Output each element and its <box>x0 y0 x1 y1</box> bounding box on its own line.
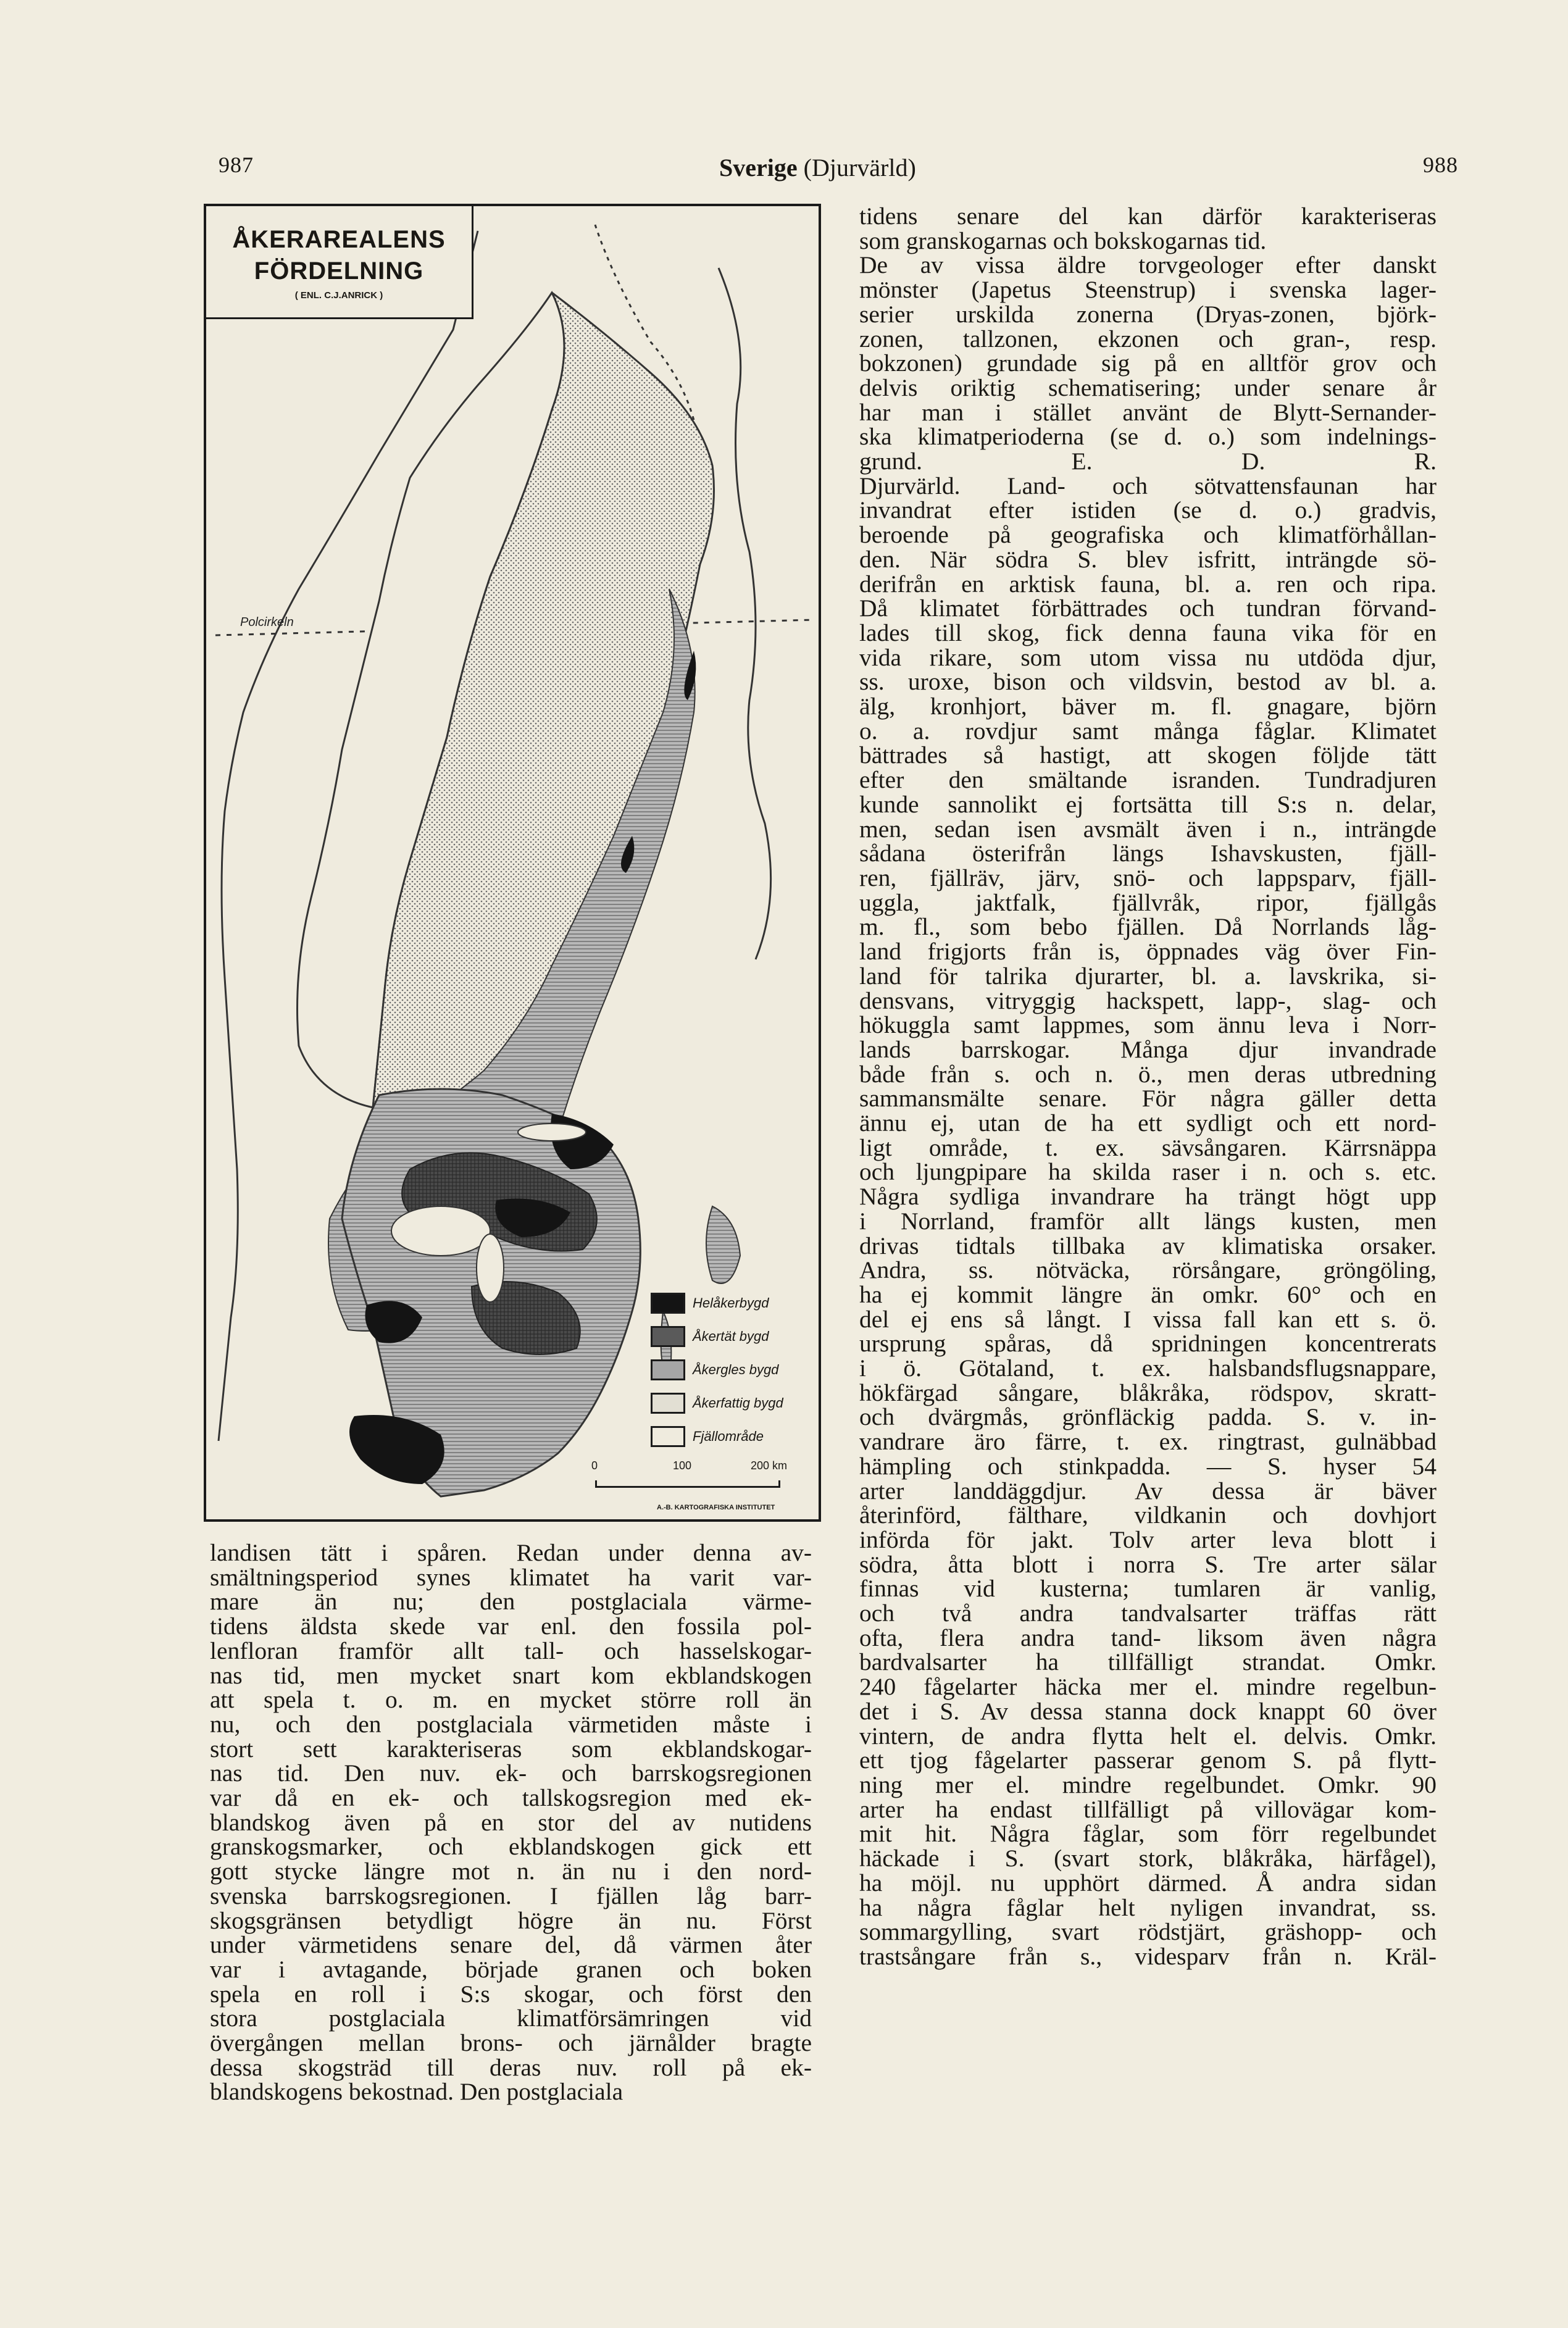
text-line: svenska barrskogsregionen. I fjällen låg barr- <box>210 1882 812 1909</box>
text-line: land frigjorts från is, öppnades väg över Fin- <box>859 938 1437 966</box>
legend-item <box>651 1320 783 1353</box>
text-line: och dvärgmås, grönfläckig padda. S. v. in- <box>859 1403 1437 1431</box>
text-line: och två andra tandvalsarter träffas rätt <box>859 1600 1437 1627</box>
text-line: sådana österifrån längs Ishavskusten, fjäll- <box>859 840 1437 867</box>
text-line: mönster (Japetus Steenstrup) i svenska lager- <box>859 276 1437 304</box>
legend-label: Fjällområde <box>693 1429 764 1444</box>
scale-bar <box>589 1459 805 1496</box>
text-line: mare än nu; den postglaciala värme- <box>210 1588 812 1616</box>
text-line: ning mer el. mindre regelbundet. Omkr. 90 <box>859 1771 1437 1798</box>
map-credit: ( ENL. C.J.ANRICK ) <box>294 290 383 301</box>
text-line: den. När södra S. blev isfritt, inträngde sö- <box>859 545 1437 573</box>
text-line: land för talrika djurarter, bl. a. lavskrika, si- <box>859 962 1437 990</box>
text-line: ss. uroxe, bison och vildsvin, bestod av bl. a. <box>859 668 1437 696</box>
polcirkeln-label: Polcirkeln <box>240 615 294 629</box>
legend-swatch <box>651 1426 685 1447</box>
text-line: 240 fågelarter häcka mer el. mindre regelbun- <box>859 1673 1437 1701</box>
text-line: införda för jakt. Tolv arter leva blott i <box>859 1525 1437 1553</box>
text-line: o. a. rovdjur samt många fåglar. Klimatet <box>859 717 1437 745</box>
text-line: derifrån en arktisk fauna, bl. a. ren och ripa. <box>859 570 1437 598</box>
text-line: övergången mellan brons- och järnålder bragte <box>210 2029 812 2057</box>
text-line: ha ej kommit längre än omkr. 60° och en <box>859 1280 1437 1308</box>
map-figure <box>204 204 821 1522</box>
map-title-box <box>206 206 473 319</box>
legend-label: Åkertät bygd <box>693 1329 769 1344</box>
text-line: serier urskilda zonerna (Dryas-zonen, björk- <box>859 300 1437 328</box>
text-line: tidens äldsta skede var enl. den fossila pol- <box>210 1612 812 1640</box>
text-line: uggla, jaktfalk, fjällvråk, ripor, fjällgås <box>859 888 1437 916</box>
text-line: bokzonen) grundade sig på en alltför grov och <box>859 349 1437 377</box>
text-line: ligt område, t. ex. sävsångaren. Kärrsnäppa <box>859 1133 1437 1161</box>
text-line: stort sett karakteriseras som ekblandskogar- <box>210 1735 812 1763</box>
lake-vattern <box>477 1234 504 1302</box>
text-line: och ljungpipare ha skilda raser i n. och s. etc. <box>859 1158 1437 1186</box>
legend-item <box>651 1420 783 1453</box>
text-line: ska klimatperioderna (se d. o.) som indelnings- <box>859 423 1437 451</box>
running-head <box>719 153 916 182</box>
text-line: Några sydliga invandrare ha trängt högt upp <box>859 1183 1437 1211</box>
text-line: hämpling och stinkpadda. — S. hyser 54 <box>859 1452 1437 1480</box>
legend-swatch <box>651 1359 685 1380</box>
text-line: invandrat efter istiden (se d. o.) gradvis, <box>859 496 1437 524</box>
text-line: zonen, tallzonen, ekzonen och gran-, resp. <box>859 325 1437 353</box>
text-line: ha några fåglar helt nyligen invandrat, ss. <box>859 1893 1437 1921</box>
text-line: Andra, ss. nötväcka, rörsångare, gröngöling, <box>859 1256 1437 1284</box>
text-line: nas tid, men mycket snart kom ekblandskogen <box>210 1661 812 1689</box>
running-head-rest: (Djurvärld) <box>797 154 916 181</box>
legend-label: Åkergles bygd <box>693 1362 779 1377</box>
text-line: delvis oriktig schematisering; under senare år <box>859 373 1437 401</box>
lake-vanern <box>391 1206 490 1256</box>
text-line: bättrades så hastigt, att skogen följde tätt <box>859 741 1437 769</box>
text-line: finnas vid kusterna; tumlaren är vanlig, <box>859 1575 1437 1603</box>
text-line: lenfloran framför allt tall- och hasselskogar- <box>210 1637 812 1664</box>
scale-line <box>595 1480 780 1488</box>
legend-item <box>651 1353 783 1387</box>
text-line: tidens senare del kan därför karakteriseras <box>859 202 1437 230</box>
scale-label-mid: 100 <box>673 1459 692 1472</box>
text-line: lands barrskogar. Många djur invandrade <box>859 1035 1437 1063</box>
text-line: landisen tätt i spåren. Redan under denna av- <box>210 1539 812 1566</box>
text-line: att spela t. o. m. en mycket större roll än <box>210 1686 812 1714</box>
text-line: återinförd, fälthare, vildkanin och dovhjort <box>859 1501 1437 1529</box>
text-line: vintern, de andra flytta helt el. delvis. Omkr. <box>859 1722 1437 1750</box>
text-line: i Norrland, framför allt längs kusten, men <box>859 1207 1437 1235</box>
text-line: ha möjl. nu upphört därmed. Å andra sidan <box>859 1869 1437 1896</box>
text-line: lades till skog, fick denna fauna vika för en <box>859 619 1437 646</box>
text-line: drivas tidtals tillbaka av klimatiska orsaker. <box>859 1232 1437 1259</box>
text-line: bardvalsarter ha tillfälligt strandat. Omkr. <box>859 1648 1437 1676</box>
text-line: sommargylling, svart rödstjärt, gräshopp- och <box>859 1918 1437 1946</box>
text-line: blandskogens bekostnad. Den postglaciala <box>210 2078 623 2106</box>
legend-swatch <box>651 1293 685 1314</box>
right-text-column <box>859 204 1437 1969</box>
text-line: del ej ens så långt. I vissa fall kan ett s. ö. <box>859 1305 1437 1333</box>
text-line: häckade i S. (svart stork, blåkråka, härfågel), <box>859 1845 1437 1872</box>
text-line: i ö. Götaland, t. ex. halsbandsflugsnappare, <box>859 1354 1437 1382</box>
text-line: spela en roll i S:s skogar, och först den <box>210 1980 812 2008</box>
text-line: arter landdäggdjur. Av dessa är bäver <box>859 1477 1437 1504</box>
map-title-line2: FÖRDELNING <box>254 257 424 285</box>
text-line: både från s. och n. ö., men deras utbredning <box>859 1060 1437 1088</box>
text-line: som granskogarnas och bokskogarnas tid. <box>859 227 1267 254</box>
text-line: älg, kronhjort, bäver m. fl. gnagare, björn <box>859 693 1437 720</box>
lake-malaren <box>518 1124 586 1141</box>
text-line: kunde sannolikt ej fortsätta till S:s n. delar, <box>859 790 1437 818</box>
legend-label: Helåkerbygd <box>693 1295 769 1311</box>
running-head-bold: Sverige <box>719 154 798 181</box>
text-line: smältningsperiod synes klimatet ha varit var- <box>210 1563 812 1591</box>
text-line: under värmetidens senare del, då värmen åter <box>210 1931 812 1959</box>
text-line: mit hit. Några fåglar, som förr regelbundet <box>859 1820 1437 1848</box>
text-line: ursprung spåras, då spridningen koncentrerats <box>859 1330 1437 1358</box>
legend-item <box>651 1287 783 1320</box>
text-line: granskogsmarker, och ekblandskogen gick ett <box>210 1833 812 1861</box>
text-line: ren, fjällräv, järv, snö- och lappsparv, fjäll- <box>859 864 1437 891</box>
legend-label: Åkerfattig bygd <box>693 1395 783 1411</box>
text-line: sammansmälte senare. För några gäller detta <box>859 1085 1437 1112</box>
text-line: densvans, vitryggig hackspett, lapp-, slag- och <box>859 987 1437 1014</box>
text-line: var då en ek- och tallskogsregion med ek- <box>210 1784 812 1812</box>
text-line: De av vissa äldre torvgeologer efter danskt <box>859 251 1437 279</box>
text-line: hökuggla samt lappmes, som ännu leva i Norr- <box>859 1011 1437 1039</box>
text-line: nu, och den postglaciala värmetiden måste i <box>210 1710 812 1738</box>
text-line: Då klimatet förbättrades och tundran förvand- <box>859 595 1437 622</box>
gotland <box>706 1206 740 1283</box>
page-number-left: 987 <box>219 152 254 177</box>
legend-swatch <box>651 1393 685 1414</box>
text-line: var i avtagande, började granen och boken <box>210 1955 812 1983</box>
scale-label-end: 200 km <box>751 1459 788 1472</box>
scale-label-zero: 0 <box>591 1459 598 1472</box>
text-line: Djurvärld. Land- och sötvattensfaunan har <box>859 472 1437 499</box>
left-text-column <box>210 1541 812 2105</box>
text-line: det i S. Av dessa stanna dock knappt 60 över <box>859 1697 1437 1725</box>
text-line: arter ha endast tillfälligt på villovägar kom- <box>859 1795 1437 1823</box>
page-number-right: 988 <box>1423 152 1458 177</box>
text-line: hökfärgad sångare, blåkråka, rödspov, skratt- <box>859 1379 1437 1406</box>
text-line: vandrare äro färre, t. ex. ringtrast, gulnäbbad <box>859 1428 1437 1456</box>
text-line: men, sedan isen avsmält även i n., inträngde <box>859 815 1437 843</box>
text-line: dessa skogsträd till deras nuv. roll på ek- <box>210 2053 812 2081</box>
map-legend <box>651 1287 783 1453</box>
legend-swatch <box>651 1326 685 1347</box>
text-line: södra, åtta blott i norra S. Tre arter sälar <box>859 1550 1437 1578</box>
legend-item <box>651 1387 783 1420</box>
text-line: beroende på geografiska och klimatförhållan- <box>859 521 1437 549</box>
text-line: trastsångare från s., videsparv från n. Kräl- <box>859 1942 1437 1970</box>
text-line: gott stycke längre mot n. än nu i den nord- <box>210 1858 812 1885</box>
text-line: vida rikare, som utom vissa nu utdöda djur, <box>859 643 1437 671</box>
map-title-line1: ÅKERAREALENS <box>232 226 446 253</box>
text-line: ännu ej, utan de ha ett sydligt och ett nord- <box>859 1109 1437 1137</box>
finland-coast <box>719 268 771 959</box>
text-line: ett tjog fågelarter passerar genom S. på flytt- <box>859 1746 1437 1774</box>
text-line: blandskog även på en stor del av nutidens <box>210 1808 812 1836</box>
text-line: stora postglaciala klimatförsämringen vid <box>210 2005 812 2032</box>
text-line: ofta, flera andra tand- liksom även några <box>859 1624 1437 1651</box>
text-line: nas tid. Den nuv. ek- och barrskogsregionen <box>210 1759 812 1787</box>
map-imprint: A.-B. KARTOGRAFISKA INSTITUTET <box>657 1504 775 1511</box>
text-line: har man i stället använt de Blytt-Sernander- <box>859 398 1437 426</box>
text-line: m. fl., som bebo fjällen. Då Norrlands låg- <box>859 913 1437 941</box>
text-line: efter den smältande isranden. Tundradjuren <box>859 766 1437 794</box>
text-line: skogsgränsen betydligt högre än nu. Först <box>210 1906 812 1934</box>
text-line: grund. E. D. R. <box>859 448 1437 475</box>
